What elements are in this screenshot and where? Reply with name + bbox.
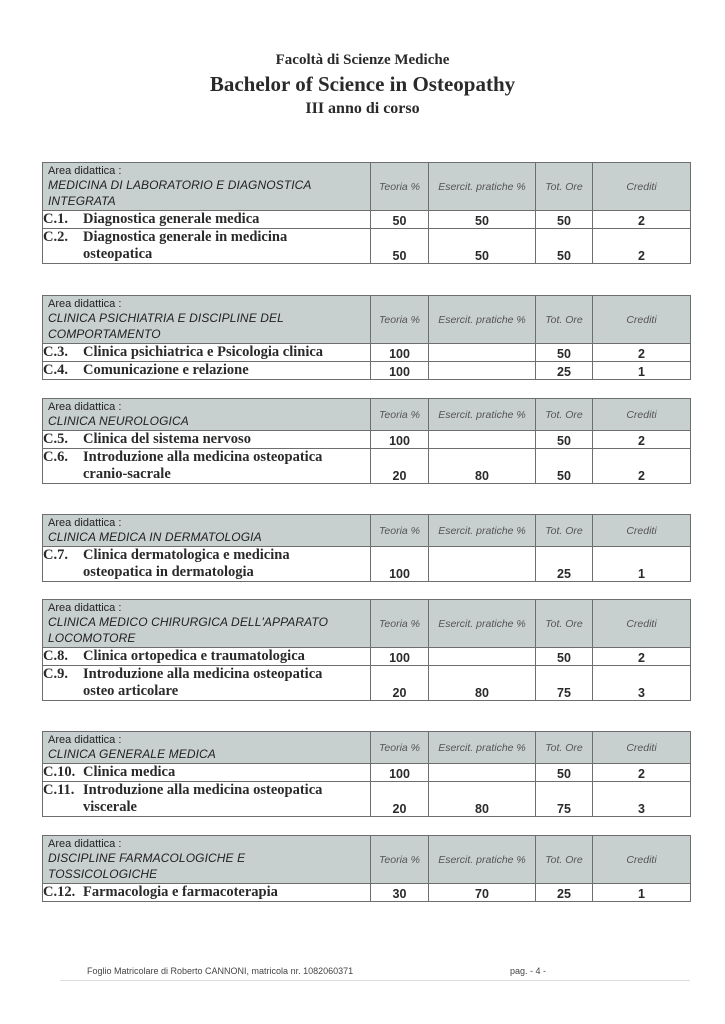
area-table <box>42 599 691 701</box>
course-row <box>43 648 691 666</box>
course-code: C.11. <box>43 782 75 798</box>
area-title-cell <box>43 515 371 547</box>
course-esercit <box>429 431 536 449</box>
course-title: viscerale <box>83 799 137 815</box>
course-ore: 25 <box>536 884 593 902</box>
course-title: Clinica ortopedica e traumatologica <box>83 648 305 664</box>
course-title: Clinica medica <box>83 764 176 780</box>
course-code: C.6. <box>43 449 68 465</box>
course-ore: 75 <box>536 782 593 817</box>
course-name-cell <box>43 344 371 362</box>
area-name: TOSSICOLOGICHE <box>48 867 158 881</box>
course-ore: 50 <box>536 211 593 229</box>
column-header-crediti: Crediti <box>593 600 691 648</box>
column-header-teoria: Teoria % <box>371 600 429 648</box>
area-header-row <box>43 732 691 764</box>
column-header-ore: Tot. Ore <box>536 399 593 431</box>
column-header-ore: Tot. Ore <box>536 732 593 764</box>
area-label: Area didattica : <box>48 838 122 850</box>
course-code: C.7. <box>43 547 68 563</box>
course-crediti: 1 <box>593 884 691 902</box>
course-code: C.9. <box>43 666 68 682</box>
area-table <box>42 835 691 902</box>
course-code: C.4. <box>43 362 68 378</box>
column-header-crediti: Crediti <box>593 399 691 431</box>
course-teoria: 100 <box>371 344 429 362</box>
course-code: C.12. <box>43 884 76 900</box>
area-header-row <box>43 600 691 648</box>
course-teoria: 20 <box>371 782 429 817</box>
area-name: CLINICA GENERALE MEDICA <box>48 747 216 761</box>
course-title: osteo articolare <box>83 683 179 699</box>
course-title: Introduzione alla medicina osteopatica <box>83 666 323 682</box>
course-esercit: 80 <box>429 782 536 817</box>
area-label: Area didattica : <box>48 517 122 529</box>
degree-title: Bachelor of Science in Osteopathy <box>209 72 516 96</box>
course-teoria: 100 <box>371 431 429 449</box>
course-title: osteopatica <box>83 246 153 262</box>
course-crediti: 2 <box>593 764 691 782</box>
course-name-cell <box>43 362 371 380</box>
course-name-cell <box>43 547 371 582</box>
course-esercit: 50 <box>429 211 536 229</box>
footer-student-info: Foglio Matricolare di Roberto CANNONI, matricola nr. 1082060371 <box>87 966 354 976</box>
column-header-ore: Tot. Ore <box>536 600 593 648</box>
area-title-cell <box>43 732 371 764</box>
area-title-cell <box>43 296 371 344</box>
area-title-cell <box>43 163 371 211</box>
footer-divider <box>60 980 690 981</box>
course-title: Farmacologia e farmacoterapia <box>83 884 278 900</box>
course-crediti: 3 <box>593 782 691 817</box>
area-header-row <box>43 836 691 884</box>
course-row <box>43 884 691 902</box>
course-ore: 50 <box>536 764 593 782</box>
course-title: Comunicazione e relazione <box>83 362 249 378</box>
course-title: Introduzione alla medicina osteopatica <box>83 449 323 465</box>
year-title: III anno di corso <box>305 100 420 117</box>
course-esercit: 70 <box>429 884 536 902</box>
column-header-ore: Tot. Ore <box>536 515 593 547</box>
column-header-esercit: Esercit. pratiche % <box>429 163 536 211</box>
course-esercit <box>429 344 536 362</box>
course-name-cell <box>43 782 371 817</box>
course-title: cranio-sacrale <box>83 466 171 482</box>
area-label: Area didattica : <box>48 165 122 177</box>
column-header-crediti: Crediti <box>593 296 691 344</box>
course-ore: 50 <box>536 229 593 264</box>
course-title: Clinica psichiatrica e Psicologia clinica <box>83 344 324 360</box>
course-crediti: 2 <box>593 344 691 362</box>
course-code: C.5. <box>43 431 68 447</box>
course-code: C.3. <box>43 344 68 360</box>
course-esercit <box>429 362 536 380</box>
column-header-crediti: Crediti <box>593 836 691 884</box>
course-name-cell <box>43 764 371 782</box>
area-title-cell <box>43 836 371 884</box>
column-header-teoria: Teoria % <box>371 399 429 431</box>
course-ore: 50 <box>536 344 593 362</box>
course-name-cell <box>43 229 371 264</box>
course-esercit <box>429 648 536 666</box>
area-table <box>42 731 691 817</box>
column-header-esercit: Esercit. pratiche % <box>429 296 536 344</box>
course-ore: 75 <box>536 666 593 701</box>
course-teoria: 100 <box>371 764 429 782</box>
course-teoria: 20 <box>371 449 429 484</box>
course-esercit <box>429 764 536 782</box>
area-name: COMPORTAMENTO <box>48 327 161 341</box>
area-table <box>42 162 691 264</box>
course-title: Diagnostica generale medica <box>83 211 260 227</box>
course-row <box>43 362 691 380</box>
area-name: INTEGRATA <box>48 194 116 208</box>
column-header-ore: Tot. Ore <box>536 163 593 211</box>
column-header-esercit: Esercit. pratiche % <box>429 399 536 431</box>
course-ore: 50 <box>536 431 593 449</box>
area-name: CLINICA MEDICA IN DERMATOLOGIA <box>48 530 262 544</box>
course-teoria: 20 <box>371 666 429 701</box>
course-code: C.8. <box>43 648 68 664</box>
faculty-title: Facoltà di Scienze Mediche <box>275 52 450 68</box>
area-table <box>42 295 691 380</box>
course-crediti: 1 <box>593 547 691 582</box>
course-teoria: 50 <box>371 229 429 264</box>
course-teoria: 100 <box>371 547 429 582</box>
course-name-cell <box>43 884 371 902</box>
course-crediti: 2 <box>593 211 691 229</box>
course-ore: 25 <box>536 362 593 380</box>
course-title: Diagnostica generale in medicina <box>83 229 288 245</box>
area-title-cell <box>43 600 371 648</box>
area-label: Area didattica : <box>48 401 122 413</box>
area-label: Area didattica : <box>48 602 122 614</box>
course-teoria: 30 <box>371 884 429 902</box>
course-crediti: 3 <box>593 666 691 701</box>
area-header-row <box>43 515 691 547</box>
column-header-teoria: Teoria % <box>371 296 429 344</box>
course-title: Introduzione alla medicina osteopatica <box>83 782 323 798</box>
course-row <box>43 764 691 782</box>
course-row <box>43 449 691 484</box>
course-title: osteopatica in dermatologia <box>83 564 254 580</box>
area-table <box>42 398 691 484</box>
course-ore: 50 <box>536 648 593 666</box>
course-code: C.1. <box>43 211 68 227</box>
area-title-cell <box>43 399 371 431</box>
course-code: C.10. <box>43 764 76 780</box>
course-esercit: 80 <box>429 666 536 701</box>
area-label: Area didattica : <box>48 298 122 310</box>
course-crediti: 2 <box>593 449 691 484</box>
course-name-cell <box>43 211 371 229</box>
course-esercit <box>429 547 536 582</box>
course-esercit: 50 <box>429 229 536 264</box>
course-ore: 50 <box>536 449 593 484</box>
course-name-cell <box>43 648 371 666</box>
column-header-teoria: Teoria % <box>371 732 429 764</box>
area-name: CLINICA PSICHIATRIA E DISCIPLINE DEL <box>48 311 284 325</box>
course-row <box>43 666 691 701</box>
course-crediti: 2 <box>593 648 691 666</box>
column-header-esercit: Esercit. pratiche % <box>429 836 536 884</box>
course-row <box>43 547 691 582</box>
area-label: Area didattica : <box>48 734 122 746</box>
course-esercit: 80 <box>429 449 536 484</box>
area-header-row <box>43 163 691 211</box>
course-crediti: 2 <box>593 229 691 264</box>
course-row <box>43 229 691 264</box>
footer-page-number: pag. - 4 - <box>510 966 547 976</box>
course-ore: 25 <box>536 547 593 582</box>
course-row <box>43 782 691 817</box>
column-header-teoria: Teoria % <box>371 163 429 211</box>
course-name-cell <box>43 449 371 484</box>
area-name: CLINICA NEUROLOGICA <box>48 414 189 428</box>
area-name: CLINICA MEDICO CHIRURGICA DELL'APPARATO <box>48 615 329 629</box>
column-header-teoria: Teoria % <box>371 515 429 547</box>
area-table <box>42 514 691 582</box>
course-name-cell <box>43 666 371 701</box>
column-header-teoria: Teoria % <box>371 836 429 884</box>
course-row <box>43 344 691 362</box>
column-header-crediti: Crediti <box>593 515 691 547</box>
area-header-row <box>43 399 691 431</box>
column-header-esercit: Esercit. pratiche % <box>429 600 536 648</box>
column-header-esercit: Esercit. pratiche % <box>429 515 536 547</box>
course-crediti: 2 <box>593 431 691 449</box>
column-header-crediti: Crediti <box>593 732 691 764</box>
column-header-esercit: Esercit. pratiche % <box>429 732 536 764</box>
course-title: Clinica del sistema nervoso <box>83 431 251 447</box>
course-name-cell <box>43 431 371 449</box>
course-teoria: 100 <box>371 648 429 666</box>
course-row <box>43 211 691 229</box>
area-name: DISCIPLINE FARMACOLOGICHE E <box>48 851 246 865</box>
column-header-ore: Tot. Ore <box>536 836 593 884</box>
area-header-row <box>43 296 691 344</box>
course-teoria: 50 <box>371 211 429 229</box>
column-header-ore: Tot. Ore <box>536 296 593 344</box>
course-teoria: 100 <box>371 362 429 380</box>
column-header-crediti: Crediti <box>593 163 691 211</box>
course-title: Clinica dermatologica e medicina <box>83 547 290 563</box>
area-name: MEDICINA DI LABORATORIO E DIAGNOSTICA <box>48 178 312 192</box>
area-name: LOCOMOTORE <box>48 631 136 645</box>
course-code: C.2. <box>43 229 68 245</box>
course-crediti: 1 <box>593 362 691 380</box>
course-row <box>43 431 691 449</box>
